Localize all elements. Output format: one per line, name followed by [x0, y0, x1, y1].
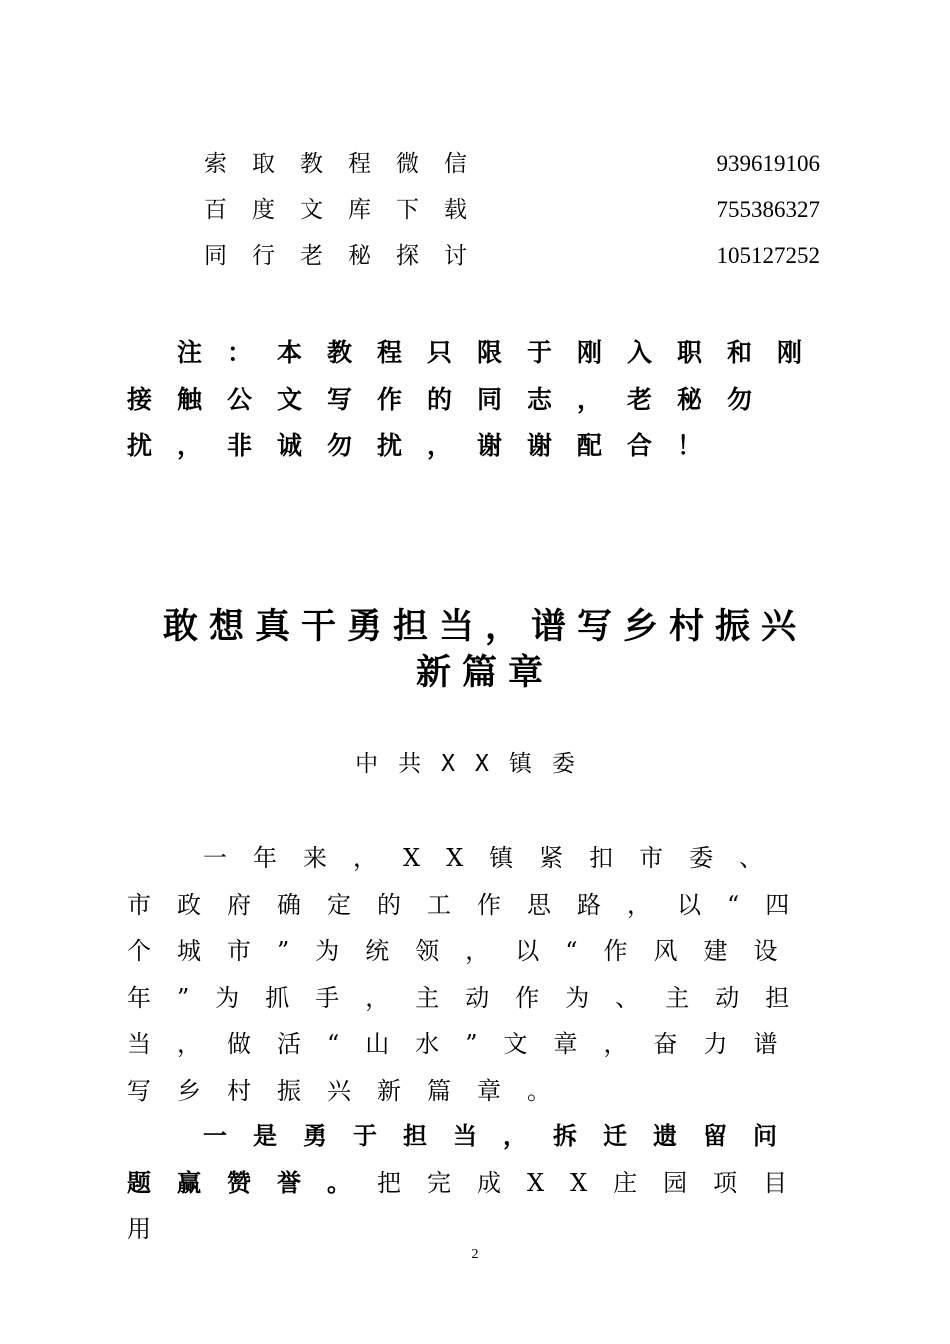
contact-label: 同行老秘探讨 — [204, 243, 492, 269]
body-paragraph-intro: 一年来，XX镇紧扣市委、市政府确定的工作思路，以“四个城市”为统领，以“作风建设年”为抓手，主动作为、主动担当，做活“山水”文章，奋力谱写乡村振兴新篇章。 — [127, 844, 816, 1105]
notice-text: 注：本教程只限于刚入职和刚接触公文写作的同志，老秘勿扰，非诚勿扰，谢谢配合！ — [127, 338, 828, 460]
body-paragraph-point-1 — [127, 1113, 817, 1253]
title-line-1: 敢想真干勇担当，谱写乡村振兴 — [162, 606, 807, 647]
point-text: 把完成XX庄园项目用 — [127, 1168, 814, 1243]
author-line: 中共XX镇委 — [355, 751, 595, 777]
title-line-2: 新篇章 — [415, 652, 554, 693]
contact-value: 105127252 — [716, 243, 820, 268]
contact-row-wechat — [204, 148, 820, 180]
contact-value: 939619106 — [716, 151, 820, 176]
document-title — [125, 604, 845, 696]
contact-row-discussion — [204, 240, 820, 272]
point-heading: 一是勇于担当，拆迁遗留问题赢赞誉。 — [127, 1122, 803, 1197]
contact-row-wenku — [204, 194, 820, 226]
contact-label: 索取教程微信 — [204, 151, 492, 177]
page-number: 2 — [471, 1247, 479, 1262]
contact-label: 百度文库下载 — [204, 197, 492, 223]
contact-value: 755386327 — [716, 197, 820, 222]
